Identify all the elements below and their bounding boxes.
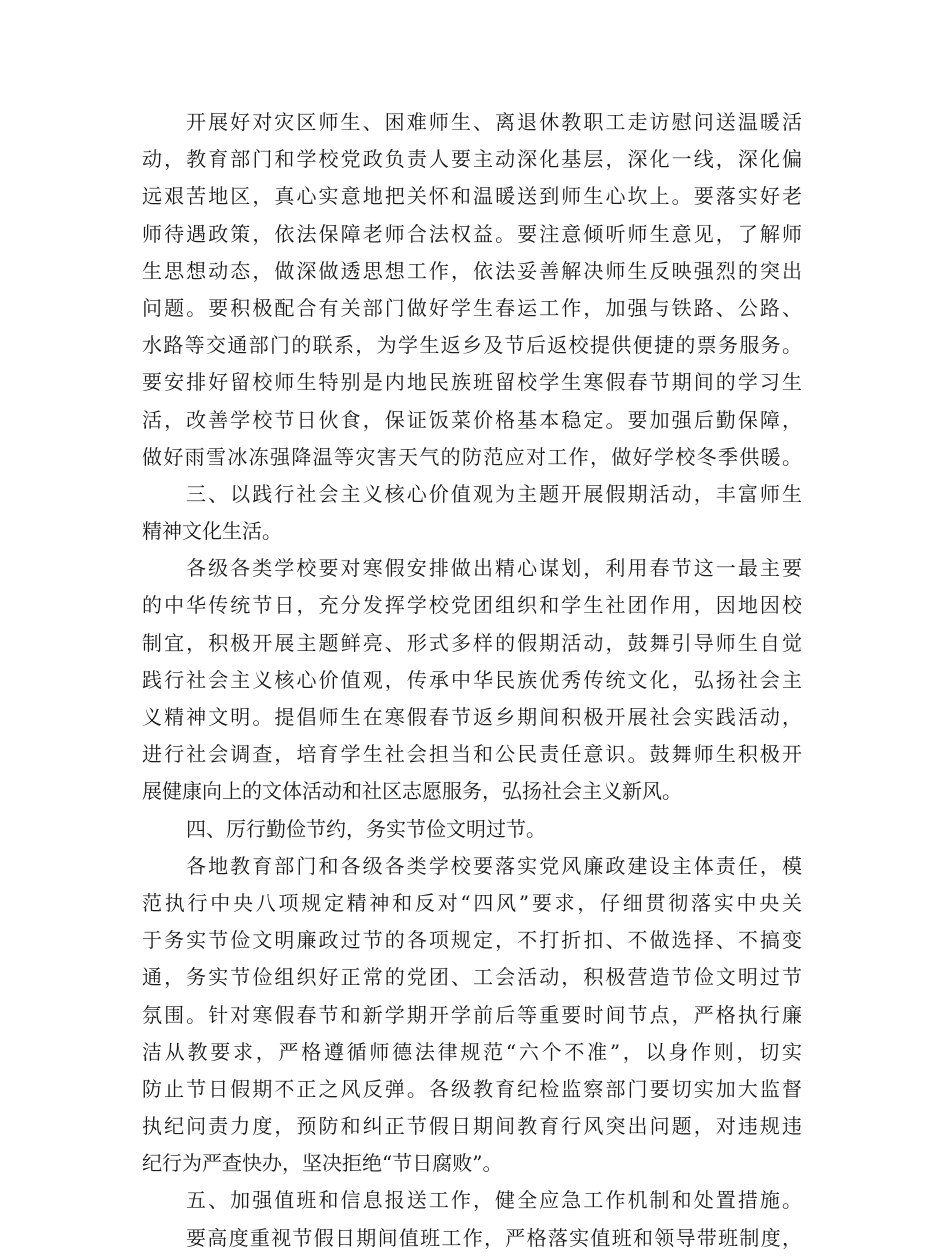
- text-line: 水路等交通部门的联系，为学生返乡及节后返校提供便捷的票务服务。: [142, 333, 802, 358]
- text-line: 要高度重视节假日期间值班工作，严格落实值班和领导带班制度，: [186, 1225, 802, 1250]
- text-line: 生思想动态，做深做透思想工作，依法妥善解决师生反映强烈的突出: [142, 258, 802, 283]
- text-line: 精神文化生活。: [142, 519, 282, 544]
- text-line: 问题。要积极配合有关部门做好学生春运工作，加强与铁路、公路、: [142, 295, 802, 320]
- text-line: 洁从教要求，严格遵循师德法律规范“六个不准”，以身作则，切实: [142, 1039, 802, 1064]
- text-line: 五、加强值班和信息报送工作，健全应急工作机制和处置措施。: [186, 1188, 802, 1213]
- text-line: 执纪问责力度，预防和纠正节假日期间教育行风突出问题，对违规违: [142, 1114, 802, 1139]
- document-body: [142, 104, 802, 1257]
- text-line: 各级各类学校要对寒假安排做出精心谋划，利用春节这一最主要: [186, 556, 802, 581]
- text-line: 做好雨雪冰冻强降温等灾害天气的防范应对工作，做好学校冬季供暖。: [142, 444, 802, 469]
- text-line: 通，务实节俭组织好正常的党团、工会活动，积极营造节俭文明过节: [142, 965, 802, 990]
- text-line: 要安排好留校师生特别是内地民族班留校学生寒假春节期间的学习生: [142, 370, 802, 395]
- text-line: 防止节日假期不正之风反弹。各级教育纪检监察部门要切实加大监督: [142, 1076, 802, 1101]
- text-line: 践行社会主义核心价值观，传承中华民族优秀传统文化，弘扬社会主: [142, 667, 802, 692]
- text-line: 动，教育部门和学校党政负责人要主动深化基层，深化一线，深化偏: [142, 147, 802, 172]
- text-line: 活，改善学校节日伙食，保证饭菜价格基本稳定。要加强后勤保障，: [142, 407, 802, 432]
- text-line: 范执行中央八项规定精神和反对“四风”要求，仔细贯彻落实中央关: [142, 890, 802, 915]
- text-line: 远艰苦地区，真心实意地把关怀和温暖送到师生心坎上。要落实好老: [142, 184, 802, 209]
- text-line: 进行社会调查，培育学生社会担当和公民责任意识。鼓舞师生积极开: [142, 742, 802, 767]
- text-line: 的中华传统节日，充分发挥学校党团组织和学生社团作用，因地因校: [142, 593, 802, 618]
- text-line: 开展好对灾区师生、困难师生、离退休教职工走访慰问送温暖活: [186, 110, 802, 134]
- text-line: 制宜，积极开展主题鲜亮、形式多样的假期活动，鼓舞引导师生自觉: [142, 630, 802, 655]
- text-line: 展健康向上的文体活动和社区志愿服务，弘扬社会主义新风。: [142, 779, 682, 804]
- text-line: 氛围。针对寒假春节和新学期开学前后等重要时间节点，严格执行廉: [142, 1002, 802, 1027]
- text-line: 义精神文明。提倡师生在寒假春节返乡期间积极开展社会实践活动，: [142, 705, 802, 729]
- text-line: 师待遇政策，依法保障老师合法权益。要注意倾听师生意见，了解师: [142, 221, 802, 246]
- text-line: 四、厉行勤俭节约，务实节俭文明过节。: [186, 816, 546, 841]
- text-line: 于务实节俭文明廉政过节的各项规定，不打折扣、不做选择、不搞变: [142, 928, 802, 953]
- text-line: 各地教育部门和各级各类学校要落实党风廉政建设主体责任，模: [186, 853, 802, 878]
- text-line: 纪行为严查快办，坚决拒绝“节日腐败”。: [142, 1151, 503, 1176]
- text-line: 三、以践行社会主义核心价值观为主题开展假期活动，丰富师生: [186, 481, 802, 506]
